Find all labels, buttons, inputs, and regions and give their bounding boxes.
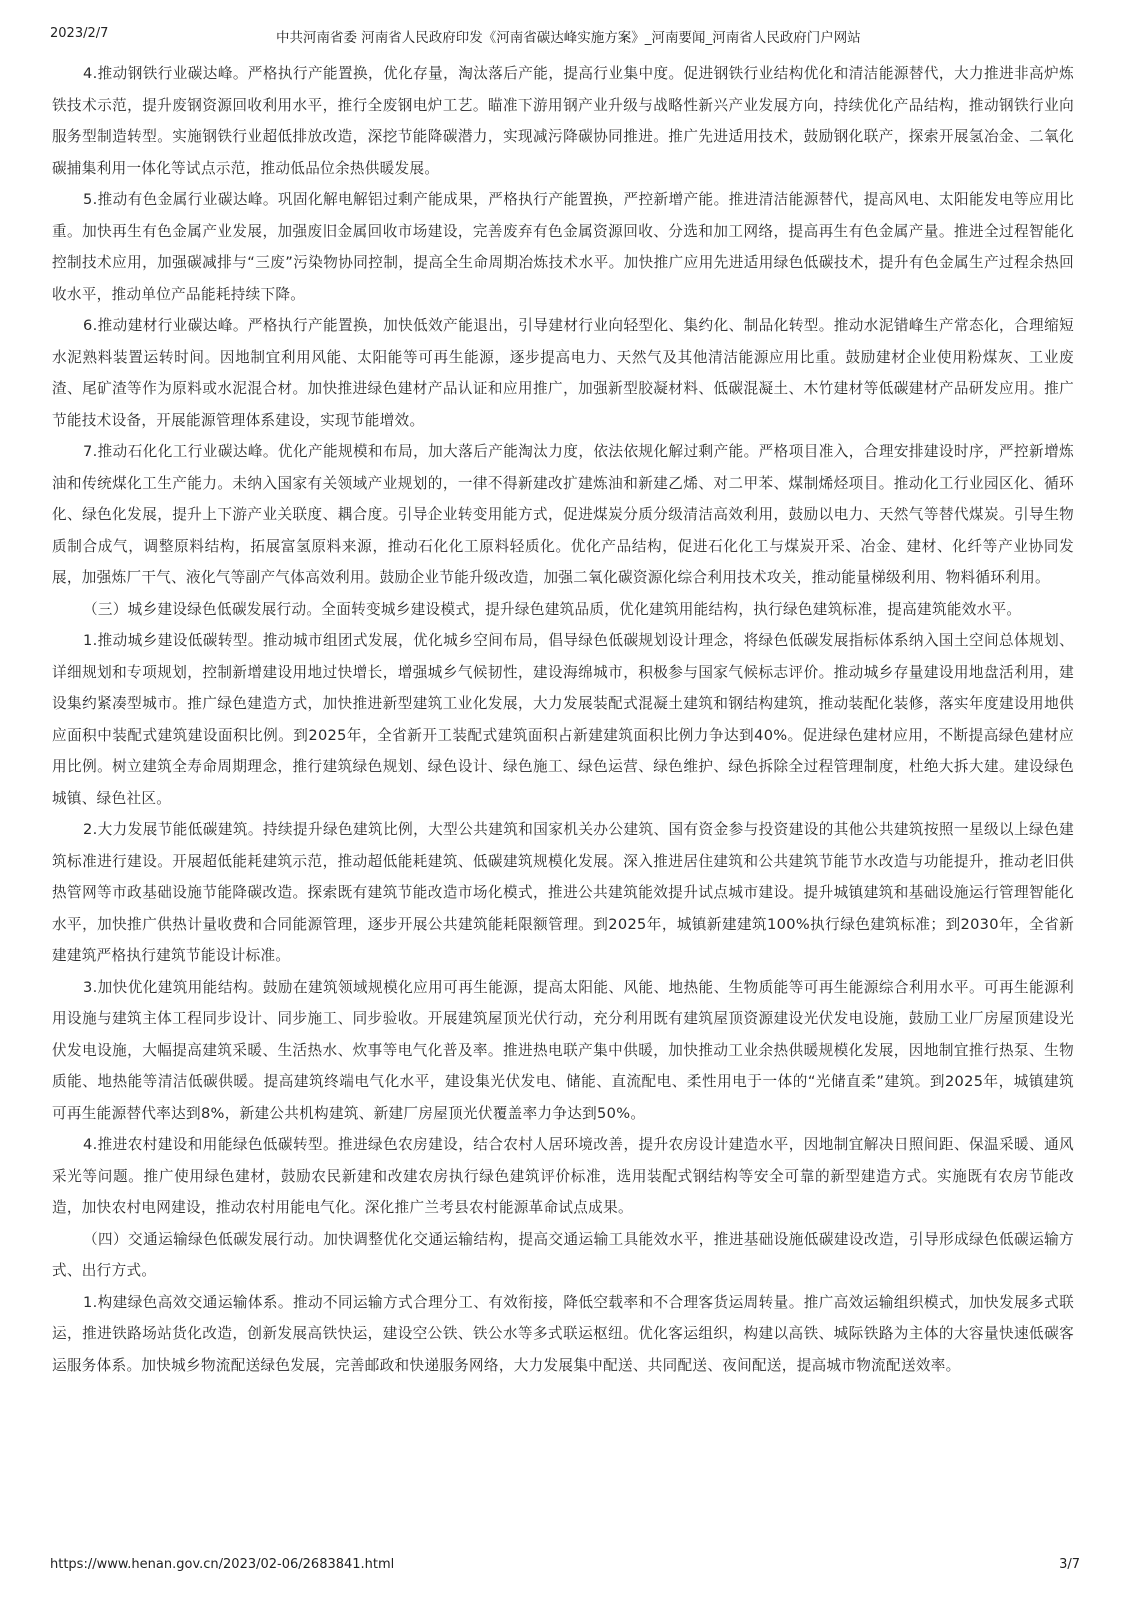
footer-page-number: 3/7 — [1059, 1557, 1080, 1572]
paragraph-nonferrous: 5.推动有色金属行业碳达峰。巩固化解电解铝过剩产能成果，严格执行产能置换，严控新增产能。推进清洁能源替代，提高风电、太阳能发电等应用比重。加快再生有色金属产业发展，加强废旧金属回收市场建设，完善废弃有色金属资源回收、分选和加工网络，提高再生有色金属产量。推进全过程智能化控制技术应用，加强碳减排与“三废”污染物协同控制，提高全生命周期冶炼技术水平。加快推广应用先进适用绿色低碳技术，提升有色金属生产过程余热回收水平，推动单位产品能耗持续下降。 — [52, 191, 1074, 303]
paragraph-energy-saving-buildings: 2.大力发展节能低碳建筑。持续提升绿色建筑比例，大型公共建筑和国家机关办公建筑、国有资金参与投资建设的其他公共建筑按照一星级以上绿色建筑标准进行建设。开展超低能耗建筑示范，推动超低能耗建筑、低碳建筑规模化发展。深入推进居住建筑和公共建筑节能节水改造与功能提升，推动老旧供热管网等市政基础设施节能降碳改造。探索既有建筑节能改造市场化模式，推进公共建筑能效提升试点城市建设。提升城镇建筑和基础设施运行管理智能化水平，加快推广供热计量收费和合同能源管理，逐步开展公共建筑能耗限额管理。到2025年，城镇新建建筑100%执行绿色建筑标准；到2030年，全省新建建筑严格执行建筑节能设计标准。 — [52, 821, 1074, 964]
paragraph-urban-rural-transition: 1.推动城乡建设低碳转型。推动城市组团式发展，优化城乡空间布局，倡导绿色低碳规划设计理念，将绿色低碳发展指标体系纳入国土空间总体规划、详细规划和专项规划，控制新增建设用地过快增长，增强城乡气候韧性，建设海绵城市，积极参与国家气候标志评价。推动城乡存量建设用地盘活利用，建设集约紧凑型城市。推广绿色建造方式，加快推进新型建筑工业化发展，大力发展装配式混凝土建筑和钢结构建筑，推动装配化装修，落实年度建设用地供应面积中装配式建筑建设面积比例。到2025年，全省新开工装配式建筑面积占新建建筑面积比例力争达到40%。促进绿色建材应用，不断提高绿色建材应用比例。树立建筑全寿命周期理念，推行建筑绿色规划、绿色设计、绿色施工、绿色运营、绿色维护、绿色拆除全过程管理制度，杜绝大拆大建。建设绿色城镇、绿色社区。 — [52, 632, 1074, 807]
paragraph-transport-system: 1.构建绿色高效交通运输体系。推动不同运输方式合理分工、有效衔接，降低空载率和不合理客货运周转量。推广高效运输组织模式，加快发展多式联运，推进铁路场站货化改造，创新发展高铁快运，建设空公铁、铁公水等多式联运枢纽。优化客运组织，构建以高铁、城际铁路为主体的大容量快速低碳客运服务体系。加快城乡物流配送绿色发展，完善邮政和快递服务网络，大力发展集中配送、共同配送、夜间配送，提高城市物流配送效率。 — [52, 1293, 1074, 1374]
section-heading-transport: （四）交通运输绿色低碳发展行动。加快调整优化交通运输结构，提高交通运输工具能效水平，推进基础设施低碳建设改造，引导形成绿色低碳运输方式、出行方式。 — [52, 1230, 1074, 1279]
paragraph-rural-construction: 4.推进农村建设和用能绿色低碳转型。推进绿色农房建设，结合农村人居环境改善，提升农房设计建造水平，因地制宜解决日照间距、保温采暖、通风采光等问题。推广使用绿色建材，鼓励农民新建和改建农房执行绿色建筑评价标准，选用装配式钢结构等安全可靠的新型建造方式。实施既有农房节能改造，加快农村电网建设，推动农村用能电气化。深化推广兰考县农村能源革命试点成果。 — [52, 1136, 1074, 1216]
footer-url: https://www.henan.gov.cn/2023/02-06/2683841.html — [50, 1557, 395, 1572]
header-date: 2023/2/7 — [50, 26, 109, 41]
document-body — [52, 58, 1074, 1381]
section-heading-urban-rural: （三）城乡建设绿色低碳发展行动。全面转变城乡建设模式，提升绿色建筑品质，优化建筑用能结构，执行绿色建筑标准，提高建筑能效水平。 — [83, 600, 1022, 618]
paragraph-building-energy-structure: 3.加快优化建筑用能结构。鼓励在建筑领域规模化应用可再生能源，提高太阳能、风能、地热能、生物质能等可再生能源综合利用水平。可再生能源利用设施与建筑主体工程同步设计、同步施工、同步验收。开展建筑屋顶光伏行动，充分利用既有建筑屋顶资源建设光伏发电设施，鼓励工业厂房屋顶建设光伏发电设施，大幅提高建筑采暖、生活热水、炊事等电气化普及率。推进热电联产集中供暖，加快推动工业余热供暖规模化发展，因地制宜推行热泵、生物质能、地热能等清洁低碳供暖。提高建筑终端电气化水平，建设集光伏发电、储能、直流配电、柔性用电于一体的“光储直柔”建筑。到2025年，城镇建筑可再生能源替代率达到8%，新建公共机构建筑、新建厂房屋顶光伏覆盖率力争达到50%。 — [52, 978, 1074, 1122]
paragraph-petrochemical: 7.推动石化化工行业碳达峰。优化产能规模和布局，加大落后产能淘汰力度，依法依规化解过剩产能。严格项目准入，合理安排建设时序，严控新增炼油和传统煤化工生产能力。未纳入国家有关领域产业规划的，一律不得新建改扩建炼油和新建乙烯、对二甲苯、煤制烯烃项目。推动化工行业园区化、循环化、绿色化发展，提升上下游产业关联度、耦合度。引导企业转变用能方式，促进煤炭分质分级清洁高效利用，鼓励以电力、天然气等替代煤炭。引导生物质制合成气，调整原料结构，拓展富氢原料来源，推动石化化工原料轻质化。优化产品结构，促进石化化工与煤炭开采、冶金、建材、化纤等产业协同发展，加强炼厂干气、液化气等副产气体高效利用。鼓励企业节能升级改造，加强二氧化碳资源化综合利用技术攻关，推动能量梯级利用、物料循环利用。 — [52, 443, 1074, 586]
header-page-title: 中共河南省委 河南省人民政府印发《河南省碳达峰实施方案》_河南要闻_河南省人民政府门户网站 — [276, 30, 861, 46]
paragraph-steel: 4.推动钢铁行业碳达峰。严格执行产能置换，优化存量，淘汰落后产能，提高行业集中度。促进钢铁行业结构优化和清洁能源替代，大力推进非高炉炼铁技术示范，提升废钢资源回收利用水平，推行全废钢电炉工艺。瞄准下游用钢产业升级与战略性新兴产业发展方向，持续优化产品结构，推动钢铁行业向服务型制造转型。实施钢铁行业超低排放改造，深挖节能降碳潜力，实现减污降碳协同推进。推广先进适用技术，鼓励钢化联产，探索开展氢冶金、二氧化碳捕集利用一体化等试点示范，推动低品位余热供暖发展。 — [52, 65, 1074, 177]
paragraph-building-materials: 6.推动建材行业碳达峰。严格执行产能置换，加快低效产能退出，引导建材行业向轻型化、集约化、制品化转型。推动水泥错峰生产常态化，合理缩短水泥熟料装置运转时间。因地制宜利用风能、太阳能等可再生能源，逐步提高电力、天然气及其他清洁能源应用比重。鼓励建材企业使用粉煤灰、工业废渣、尾矿渣等作为原料或水泥混合材。加快推进绿色建材产品认证和应用推广，加强新型胶凝材料、低碳混凝土、木竹建材等低碳建材产品研发应用。推广节能技术设备，开展能源管理体系建设，实现节能增效。 — [52, 317, 1074, 429]
